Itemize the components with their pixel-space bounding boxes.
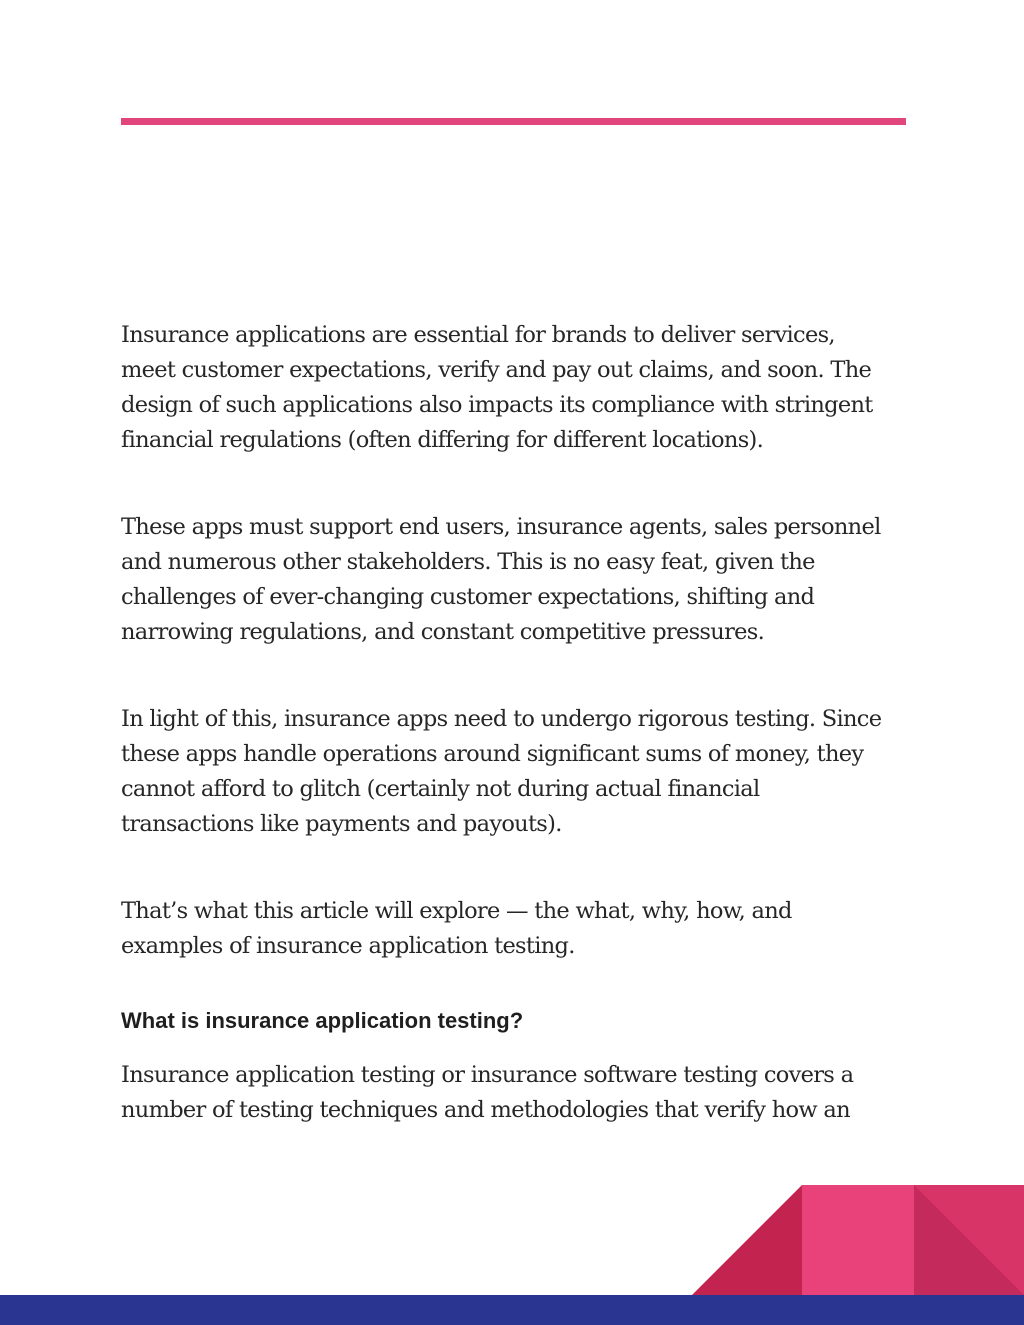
footer-navy-band xyxy=(0,1295,1024,1325)
section-heading: What is insurance application testing? xyxy=(121,1008,524,1033)
rose-block-fold-shadow xyxy=(914,1185,1024,1295)
crimson-triangle xyxy=(692,1185,802,1295)
section-paragraph: Insurance application testing or insurance software testing covers a number of testing techniques and methodologies that verify how an xyxy=(121,1062,854,1123)
intro-paragraph-4: That’s what this article will explore — the what, why, how, and examples of insurance application testing. xyxy=(121,898,792,959)
pink-block xyxy=(802,1185,914,1295)
intro-paragraph-3: In light of this, insurance apps need to undergo rigorous testing. Since these apps handle operations around significant sums of money, they cannot afford to glitch (certainly not during actual financial transactions like payments and payouts). xyxy=(121,706,882,837)
rose-block xyxy=(914,1185,1024,1295)
top-accent-rule xyxy=(121,118,906,125)
article-body xyxy=(121,318,911,1128)
intro-paragraph-1: Insurance applications are essential for brands to deliver services, meet customer expectations, verify and pay out claims, and soon. The design of such applications also impacts its compliance with stringent financial regulations (often differing for different locations). xyxy=(121,322,873,453)
intro-paragraph-2: These apps must support end users, insurance agents, sales personnel and numerous other stakeholders. This is no easy feat, given the challenges of ever-changing customer expectations, shifting and narrowing regulations, and constant competitive pressures. xyxy=(121,514,881,645)
